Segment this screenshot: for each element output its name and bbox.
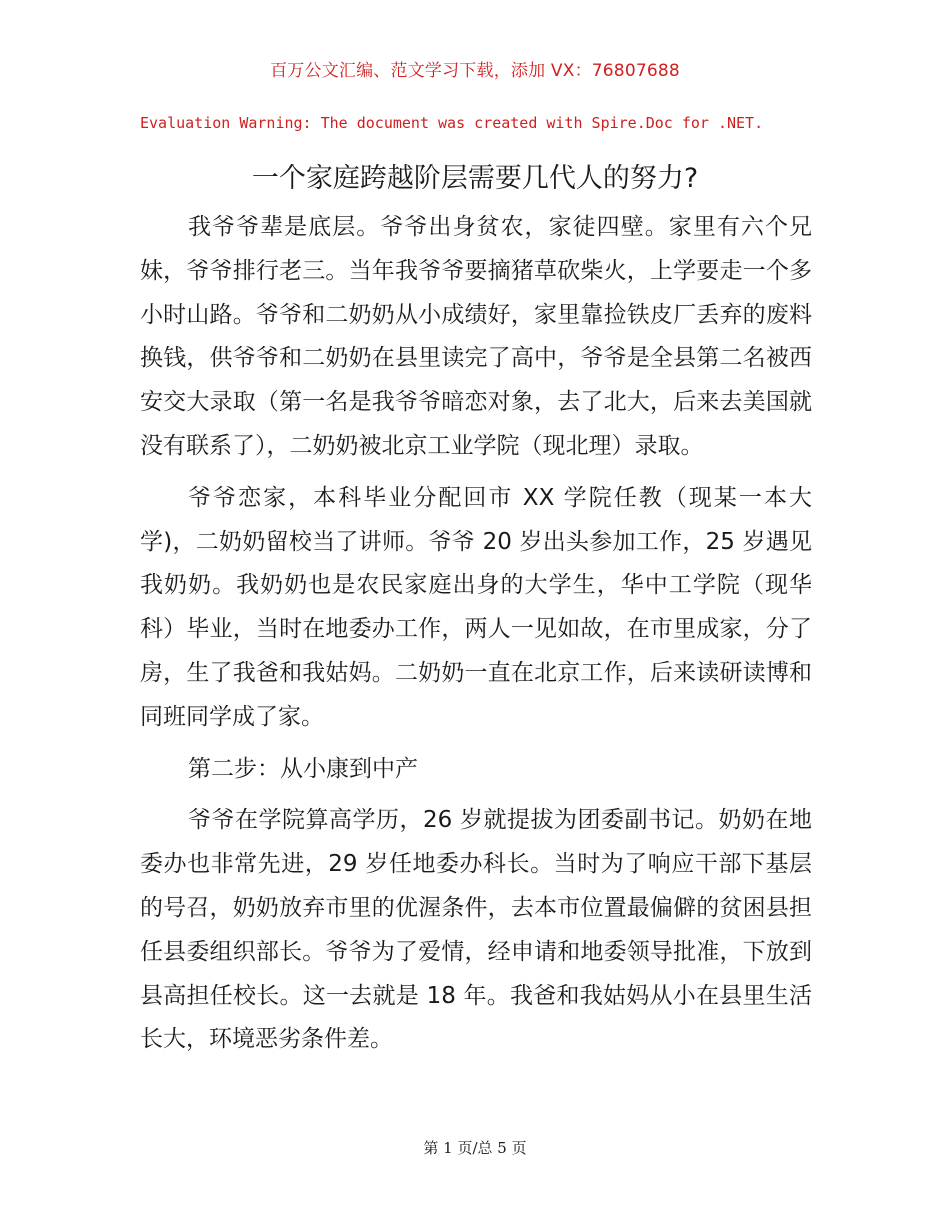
paragraph-2: 爷爷恋家，本科毕业分配回市 XX 学院任教（现某一本大学)，二奶奶留校当了讲师。爷爷 20 岁出头参加工作，25 岁遇见我奶奶。我奶奶也是农民家庭出身的大学生，华中工学院（现华科）毕业，当时在地委办工作，两人一见如故，在市里成家，分了房，生了我爸和我姑妈。二奶奶一直在北京工作，后来读研读博和同班同学成了家。 (140, 484, 812, 730)
section-heading: 第二步：从小康到中产 (188, 755, 418, 782)
evaluation-warning: Evaluation Warning: The document was created with Spire.Doc for .NET. (140, 114, 764, 132)
page-footer: 第 1 页/总 5 页 (423, 1139, 527, 1157)
header-banner: 百万公文汇编、范文学习下载，添加 VX：76807688 (270, 61, 680, 81)
document-body (140, 206, 812, 1070)
paragraph-1: 我爷爷辈是底层。爷爷出身贫农，家徒四壁。家里有六个兄妹，爷爷排行老三。当年我爷爷要摘猪草砍柴火，上学要走一个多小时山路。爷爷和二奶奶从小成绩好，家里靠捡铁皮厂丢弃的废料换钱，供爷爷和二奶奶在县里读完了高中，爷爷是全县第二名被西安交大录取（第一名是我爷爷暗恋对象，去了北大，后来去美国就没有联系了），二奶奶被北京工业学院（现北理）录取。 (140, 214, 812, 459)
paragraph-3: 爷爷在学院算高学历，26 岁就提拔为团委副书记。奶奶在地委办也非常先进，29 岁任地委办科长。当时为了响应干部下基层的号召，奶奶放弃市里的优渥条件，去本市位置最偏僻的贫困县担任县委组织部长。爷爷为了爱情，经申请和地委领导批准，下放到县高担任校长。这一去就是 18 年。我爸和我姑妈从小在县里生活长大，环境恶劣条件差。 (140, 807, 812, 1053)
document-title: 一个家庭跨越阶层需要几代人的努力? (251, 163, 699, 194)
